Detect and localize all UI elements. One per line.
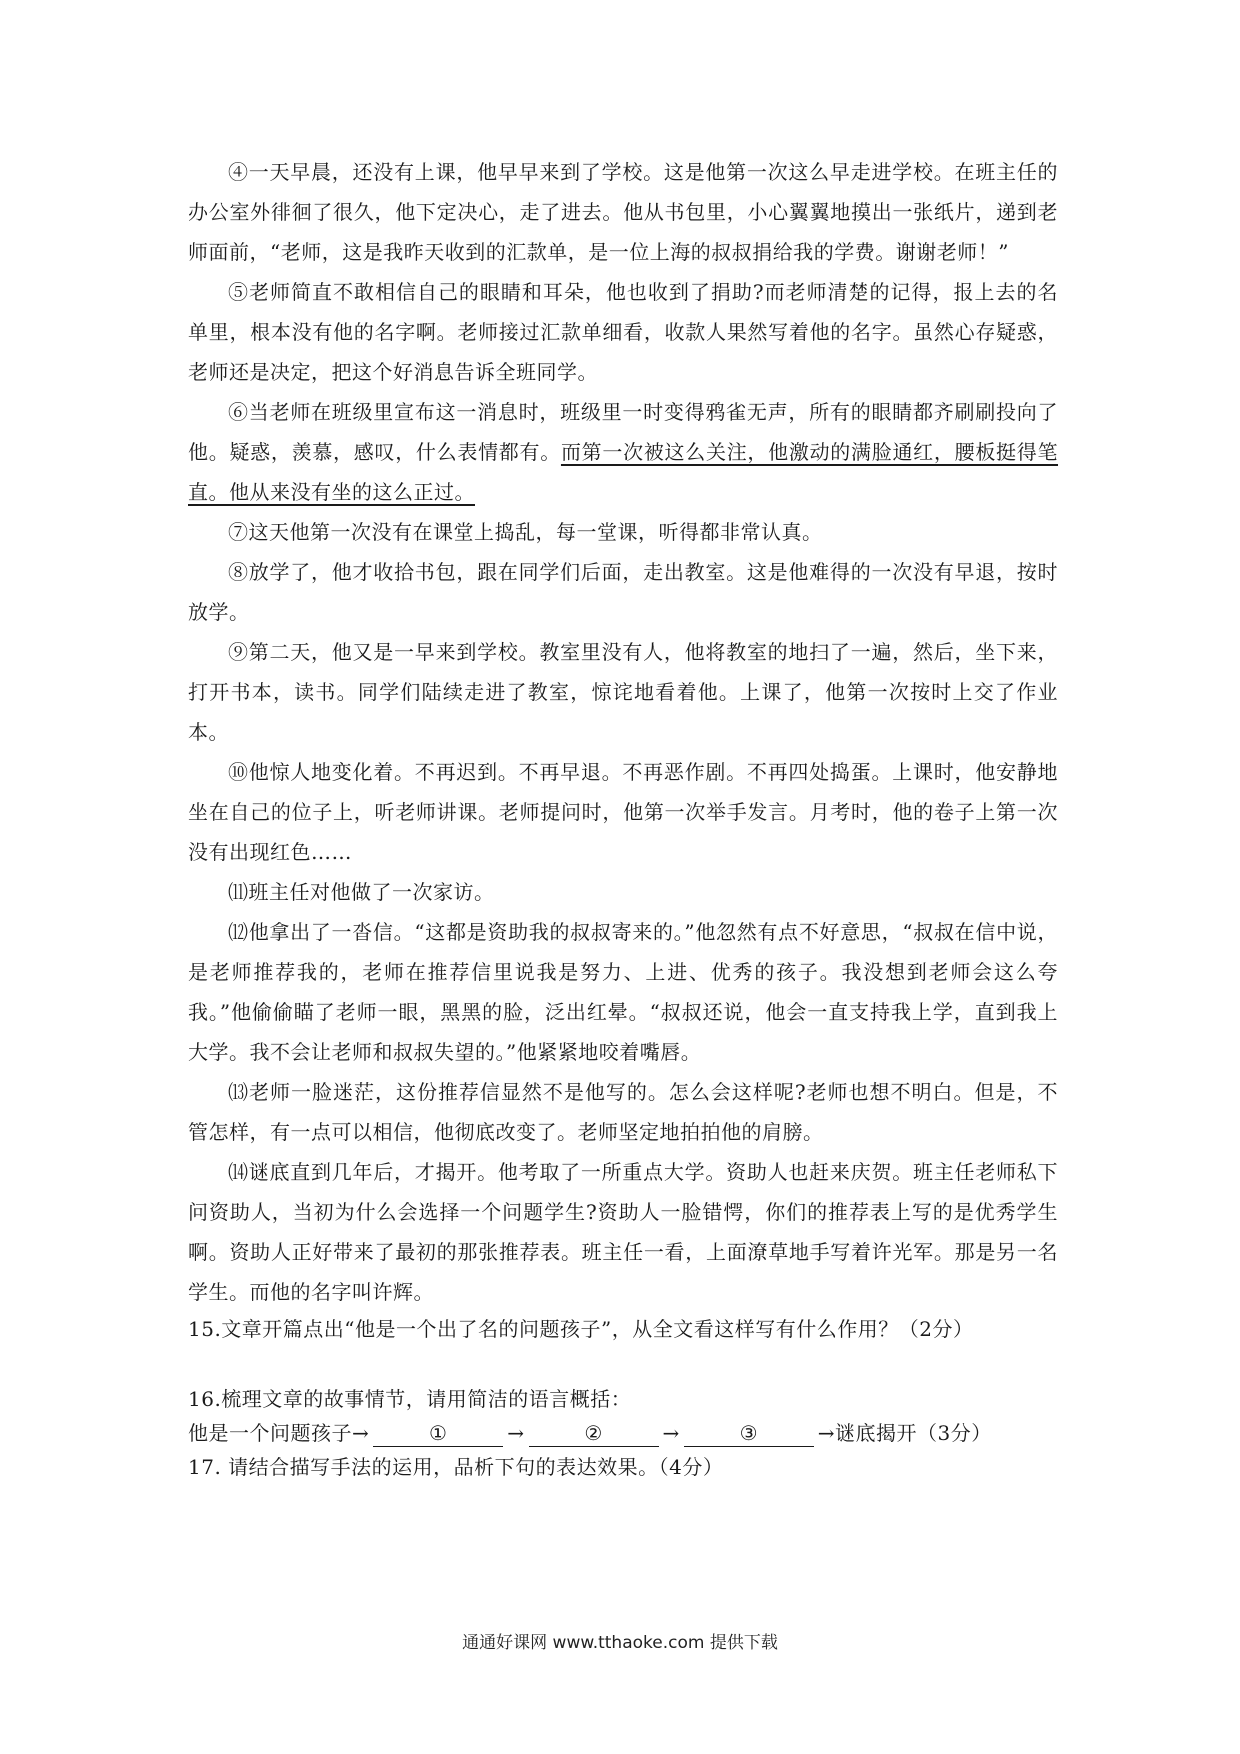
paragraph-11: ⑾班主任对他做了一次家访。 (228, 880, 495, 904)
paragraph-6 (188, 392, 1058, 512)
page-footer: 通通好课网 www.tthaoke.com 提供下载 (462, 1633, 778, 1653)
blank-2[interactable]: ② (529, 1420, 659, 1447)
paragraph-6-text: ⑥当老师在班级里宣布这一消息时，班级里一时变得鸦雀无声，所有的眼睛都齐刷刷投向了他。疑惑，羡慕，感叹，什么表情都有。 (188, 400, 1058, 464)
blank-3[interactable]: ③ (684, 1420, 814, 1447)
paragraph-7: ⑦这天他第一次没有在课堂上捣乱，每一堂课，听得都非常认真。 (228, 520, 823, 544)
document-body (188, 152, 1058, 1484)
paragraph-9: ⑨第二天，他又是一早来到学校。教室里没有人，他将教室的地扫了一遍，然后，坐下来，打开书本，读书。同学们陆续走进了教室，惊诧地看着他。上课了，他第一次按时上交了作业本。 (188, 640, 1058, 744)
flow-start: 他是一个问题孩子→ (188, 1421, 370, 1445)
flow-end: →谜底揭开（3分） (817, 1421, 992, 1445)
flow-arrow-1: → (507, 1421, 525, 1445)
paragraph-8: ⑧放学了，他才收拾书包，跟在同学们后面，走出教室。这是他难得的一次没有早退，按时放学。 (188, 560, 1058, 624)
question-16-intro: 16.梳理文章的故事情节，请用简洁的语言概括： (188, 1387, 632, 1411)
answer-space (188, 1346, 1058, 1382)
blank-1[interactable]: ① (373, 1420, 503, 1447)
paragraph-13: ⒀老师一脸迷茫，这份推荐信显然不是他写的。怎么会这样呢?老师也想不明白。但是，不管怎样，有一点可以相信，他彻底改变了。老师坚定地拍拍他的肩膀。 (188, 1080, 1058, 1144)
question-17: 17. 请结合描写手法的运用，品析下句的表达效果。（4分） (188, 1455, 724, 1479)
underlined-sentence: 而第一次被这么关注，他激动的满脸通红，腰板挺得笔直。他从来没有坐的这么正过。 (188, 440, 1059, 504)
paragraph-14: ⒁谜底直到几年后，才揭开。他考取了一所重点大学。资助人也赶来庆贺。班主任老师私下问资助人，当初为什么会选择一个问题学生?资助人一脸错愕，你们的推荐表上写的是优秀学生啊。资助人正好带来了最初的那张推荐表。班主任一看，上面潦草地手写着许光军。那是另一名学生。而他的名字叫许辉。 (188, 1160, 1058, 1304)
question-16-flow (188, 1416, 1058, 1450)
question-15: 15.文章开篇点出“他是一个出了名的问题孩子”，从全文看这样写有什么作用？（2分） (188, 1317, 974, 1341)
paragraph-4: ④一天早晨，还没有上课，他早早来到了学校。这是他第一次这么早走进学校。在班主任的办公室外徘徊了很久，他下定决心，走了进去。他从书包里，小心翼翼地摸出一张纸片，递到老师面前，“老师，这是我昨天收到的汇款单，是一位上海的叔叔捐给我的学费。谢谢老师！” (188, 160, 1058, 264)
flow-arrow-2: → (662, 1421, 680, 1445)
paragraph-5: ⑤老师简直不敢相信自己的眼睛和耳朵，他也收到了捐助?而老师清楚的记得，报上去的名单里，根本没有他的名字啊。老师接过汇款单细看，收款人果然写着他的名字。虽然心存疑惑，老师还是决定，把这个好消息告诉全班同学。 (188, 280, 1058, 384)
paragraph-10: ⑩他惊人地变化着。不再迟到。不再早退。不再恶作剧。不再四处捣蛋。上课时，他安静地坐在自己的位子上，听老师讲课。老师提问时，他第一次举手发言。月考时，他的卷子上第一次没有出现红色…… (188, 760, 1058, 864)
paragraph-12: ⑿他拿出了一沓信。“这都是资助我的叔叔寄来的。”他忽然有点不好意思，“叔叔在信中说，是老师推荐我的，老师在推荐信里说我是努力、上进、优秀的孩子。我没想到老师会这么夸我。”他偷偷瞄了老师一眼，黑黑的脸，泛出红晕。“叔叔还说，他会一直支持我上学，直到我上大学。我不会让老师和叔叔失望的。”他紧紧地咬着嘴唇。 (188, 920, 1058, 1064)
